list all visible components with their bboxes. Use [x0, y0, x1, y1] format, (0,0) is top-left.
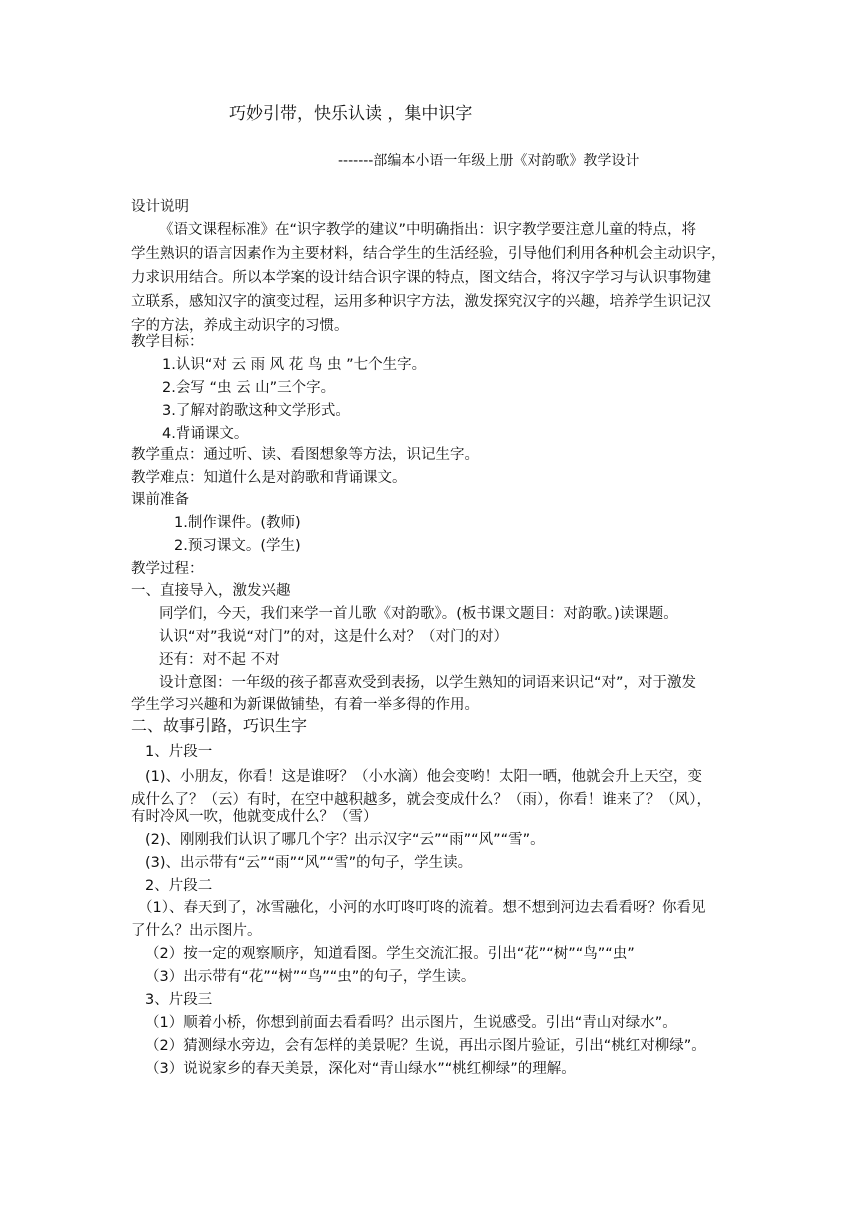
paragraph-line: 学生学习兴趣和为新课做铺垫，有着一举多得的作用。 [131, 697, 479, 713]
paragraph-line: (2)、刚刚我们认识了哪几个字？出示汉字“云”“雨”“风”“雪”。 [145, 832, 545, 848]
goal-item: 2.会写 “虫 云 山”三个字。 [162, 380, 336, 396]
doc-subtitle: -------部编本小语一年级上册《对韵歌》教学设计 [338, 153, 640, 169]
paragraph-line: （3）说说家乡的春天美景，深化对“青山绿水”“桃红柳绿”的理解。 [145, 1061, 576, 1077]
paragraph-line: 学生熟识的语言因素作为主要材料，结合学生的生活经验，引导他们利用各种机会主动识字， [131, 246, 726, 262]
paragraph-line: （1）顺着小桥，你想到前面去看看吗？出示图片，生说感受。引出“青山对绿水”。 [145, 1015, 677, 1031]
segment-heading: 1、片段一 [145, 744, 213, 760]
paragraph-line: (1)、小朋友，你看！这是谁呀？（小水滴）他会变哟！太阳一晒，他就会升上天空，变 [145, 769, 703, 785]
paragraph-line: 同学们，今天，我们来学一首儿歌《对韵歌》。(板书课文题目：对韵歌。)读课题。 [159, 606, 678, 622]
paragraph-line: 认识“对”我说“对门”的对，这是什么对？（对门的对） [159, 629, 509, 645]
segment-heading: 2、片段二 [145, 878, 213, 894]
paragraph-line: 力求识用结合。所以本学案的设计结合识字课的特点，图文结合，将汉字学习与认识事物建 [131, 270, 711, 286]
step-heading-1: 一、直接导入，激发兴趣 [131, 583, 291, 599]
paragraph-line: （2）按一定的观察顺序，知道看图。学生交流汇报。引出“花”“树”“鸟”“虫” [145, 946, 635, 962]
section-heading-process: 教学过程： [131, 561, 204, 577]
section-heading-prep: 课前准备 [131, 492, 189, 508]
paragraph-line: (3)、出示带有“云”“雨”“风”“雪”的句子，学生读。 [145, 855, 473, 871]
paragraph-line: 《语文课程标准》在“识字教学的建议”中明确指出：识字教学要注意儿童的特点，将 [159, 222, 697, 238]
step-heading-2: 二、故事引路，巧识生字 [131, 716, 308, 735]
paragraph-line: （3）出示带有“花”“树”“鸟”“虫”的句子，学生读。 [145, 969, 476, 985]
difficult-points: 教学难点：知道什么是对韵歌和背诵课文。 [131, 470, 407, 486]
key-points: 教学重点：通过听、读、看图想象等方法，识记生字。 [131, 447, 479, 463]
paragraph-line: 设计意图：一年级的孩子都喜欢受到表扬，以学生熟知的词语来识记“对”，对于激发 [159, 675, 697, 691]
section-heading-design: 设计说明 [131, 199, 189, 215]
goal-item: 1.认识“对 云 雨 风 花 鸟 虫 ”七个生字。 [162, 357, 427, 373]
paragraph-line: 字的方法，养成主动识字的习惯。 [131, 318, 349, 334]
paragraph-line: 成什么了？（云）有时，在空中越积越多，就会变成什么？（雨），你看！谁来了？（风）， [131, 792, 711, 808]
paragraph-line: （2）猜测绿水旁边，会有怎样的美景呢？生说，再出示图片验证，引出“桃红对柳绿”。 [145, 1038, 706, 1054]
paragraph-line: 有时冷风一吹，他就变成什么？（雪） [131, 809, 378, 825]
paragraph-line: 还有：对不起 不对 [159, 652, 280, 668]
doc-title: 巧妙引带，快乐认读 ，集中识字 [229, 104, 473, 124]
segment-heading: 3、片段三 [145, 992, 213, 1008]
goal-item: 4.背诵课文。 [162, 426, 249, 442]
paragraph-line: 了什么？出示图片。 [131, 923, 262, 939]
goal-item: 3.了解对韵歌这种文学形式。 [162, 403, 350, 419]
prep-item: 1.制作课件。(教师) [174, 515, 301, 531]
paragraph-line: 立联系，感知汉字的演变过程，运用多种识字方法，激发探究汉字的兴趣，培养学生识记汉 [131, 294, 711, 310]
section-heading-goals: 教学目标： [131, 334, 204, 350]
paragraph-line: （1）、春天到了，冰雪融化，小河的水叮咚叮咚的流着。想不想到河边去看看呀？你看见 [138, 900, 706, 916]
prep-item: 2.预习课文。(学生) [174, 538, 301, 554]
